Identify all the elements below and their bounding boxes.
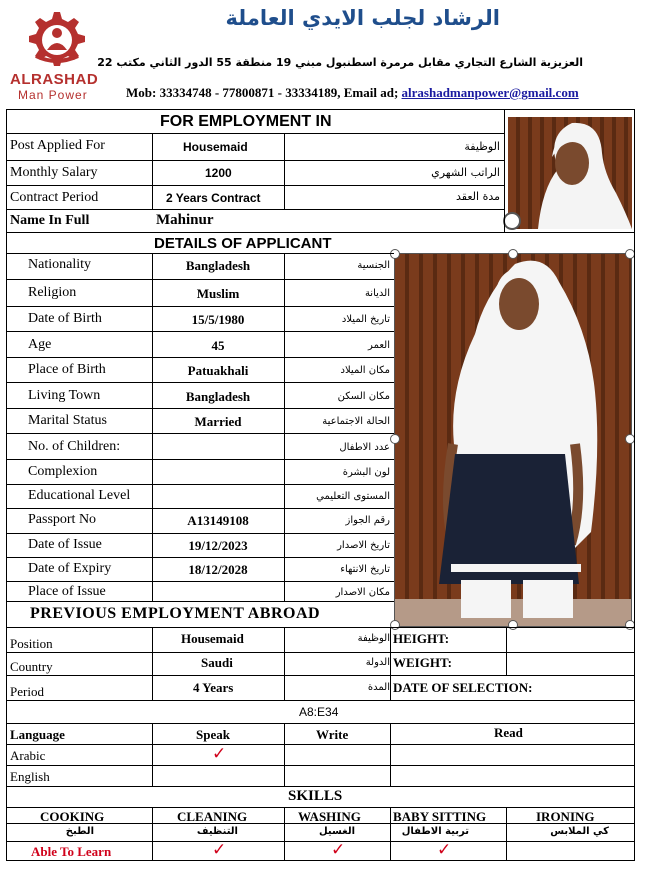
applicant-row-label-ar: مكان الميلاد <box>340 365 390 376</box>
applicant-row-label: Passport No <box>28 512 97 527</box>
skill-ironing-label: IRONING <box>536 809 595 824</box>
applicant-row-label-ar: الجنسية <box>357 260 390 271</box>
applicant-row-label: Place of Issue <box>28 584 106 599</box>
contact-email-link[interactable]: alrashadmanpower@gmail.com <box>401 85 579 100</box>
contract-period-label-ar: مدة العقد <box>456 190 500 203</box>
resize-handle-bm[interactable] <box>508 620 518 630</box>
monthly-salary-label: Monthly Salary <box>10 165 98 180</box>
applicant-row-label: Religion <box>28 285 77 300</box>
applicant-row-value[interactable]: Bangladesh <box>185 258 251 273</box>
skill-cleaning-check-icon[interactable]: ✓ <box>212 840 227 860</box>
height-label: HEIGHT: <box>393 631 450 646</box>
skill-baby-sitting-label: BABY SITTING <box>393 809 487 824</box>
applicant-row-value[interactable]: Married <box>194 414 242 429</box>
skill-washing-label: WASHING <box>298 809 361 824</box>
rotate-handle-icon[interactable] <box>503 212 521 230</box>
applicant-heading: DETAILS OF APPLICANT <box>154 235 332 252</box>
applicant-row-value[interactable]: 19/12/2023 <box>188 538 248 553</box>
applicant-row-value[interactable]: 18/12/2028 <box>188 562 248 577</box>
applicant-row-label-ar: مكان الاصدار <box>335 587 390 598</box>
applicant-row-label: Nationality <box>28 257 91 272</box>
full-body-person-icon <box>395 254 631 626</box>
applicant-row-label: Date of Issue <box>28 537 102 552</box>
company-address-arabic: العزيزية الشارع التجاري مقابل مرمرة اسطنبول مبني 19 منطقة 55 الدور الثاني مكتب 22 <box>97 56 583 69</box>
applicant-row-label: Complexion <box>28 464 98 479</box>
resize-handle-tm[interactable] <box>508 249 518 259</box>
logo-tagline: Man Power <box>18 88 88 102</box>
skill-cleaning-label-ar: التنظيف <box>196 826 238 837</box>
applicant-row-label-ar: تاريخ الاصدار <box>337 540 390 551</box>
applicant-row-label: Educational Level <box>28 488 131 503</box>
prev-country-label-ar: الدولة <box>365 657 390 668</box>
applicant-row-label-ar: تاريخ الانتهاء <box>340 564 390 575</box>
contract-period-label: Contract Period <box>10 190 99 205</box>
cell-reference: A8:E34 <box>299 705 339 719</box>
applicant-row-label: Date of Birth <box>28 311 102 326</box>
skill-baby-sitting-check-icon[interactable]: ✓ <box>437 840 452 860</box>
applicant-row-label-ar: الديانة <box>364 288 390 299</box>
applicant-row-label: No. of Children: <box>28 439 121 454</box>
resize-handle-tl[interactable] <box>390 249 400 259</box>
skill-washing-check-icon[interactable]: ✓ <box>331 840 346 860</box>
post-applied-value[interactable]: Housemaid <box>183 140 248 154</box>
skill-cooking-status[interactable]: Able To Learn <box>31 844 112 859</box>
company-logo <box>6 8 102 100</box>
language-header: Language <box>10 727 65 742</box>
applicant-row-label-ar: المستوى التعليمي <box>316 491 390 502</box>
skill-cleaning-label: CLEANING <box>177 809 248 824</box>
name-value[interactable]: Mahinur <box>156 212 214 228</box>
contract-period-value[interactable]: 2 Years Contract <box>166 191 261 205</box>
applicant-row-value[interactable]: 45 <box>211 338 225 353</box>
logo-name: ALRASHAD <box>10 71 99 88</box>
applicant-row-value[interactable]: 15/5/1980 <box>191 312 245 327</box>
applicant-row-label: Age <box>28 337 52 352</box>
prev-position-value[interactable]: Housemaid <box>181 631 244 646</box>
read-header: Read <box>494 725 523 740</box>
post-applied-label-ar: الوظيفة <box>464 140 500 153</box>
write-header: Write <box>316 727 349 742</box>
applicant-full-photo[interactable] <box>394 253 632 627</box>
applicant-portrait-photo <box>508 117 632 229</box>
prev-position-label-ar: الوظيفة <box>357 633 390 644</box>
applicant-row-label: Date of Expiry <box>28 561 112 576</box>
applicant-row-label-ar: رقم الجواز <box>345 515 390 526</box>
speak-header: Speak <box>196 727 230 742</box>
arabic-speak-check-icon[interactable]: ✓ <box>212 744 227 764</box>
company-title-arabic: الرشاد لجلب الايدي العاملة <box>225 6 500 30</box>
applicant-row-label-ar: تاريخ الميلاد <box>341 314 390 325</box>
skills-heading: SKILLS <box>288 788 343 804</box>
applicant-row-label: Living Town <box>28 388 101 403</box>
previous-heading: PREVIOUS EMPLOYMENT ABROAD <box>30 605 321 622</box>
applicant-row-label-ar: عدد الاطفال <box>339 442 390 453</box>
applicant-row-label-ar: لون البشرة <box>342 467 390 478</box>
post-applied-label: Post Applied For <box>10 138 105 153</box>
applicant-row-value[interactable]: Bangladesh <box>185 389 251 404</box>
employment-heading: FOR EMPLOYMENT IN <box>160 113 332 130</box>
applicant-row-value[interactable]: Muslim <box>196 286 240 301</box>
resize-handle-ml[interactable] <box>390 434 400 444</box>
weight-label: WEIGHT: <box>393 655 452 670</box>
applicant-row-value[interactable]: Patuakhali <box>187 363 249 378</box>
resize-handle-bl[interactable] <box>390 620 400 630</box>
monthly-salary-label-ar: الراتب الشهري <box>431 166 500 179</box>
logo-gear-icon <box>6 8 102 70</box>
monthly-salary-value[interactable]: 1200 <box>205 166 232 180</box>
prev-period-label: Period <box>10 684 44 699</box>
prev-country-value[interactable]: Saudi <box>201 655 233 670</box>
language-arabic-label: Arabic <box>10 748 46 763</box>
prev-period-label-ar: المدة <box>367 682 390 693</box>
prev-country-label: Country <box>10 659 53 674</box>
applicant-row-label-ar: مكان السكن <box>337 391 390 402</box>
company-contact <box>126 86 579 99</box>
skill-cooking-label-ar: الطبخ <box>65 826 94 837</box>
skill-washing-label-ar: الغسيل <box>318 826 355 837</box>
applicant-row-label: Place of Birth <box>28 362 106 377</box>
language-english-label: English <box>10 769 50 784</box>
skill-baby-sitting-label-ar: تربية الاطفال <box>401 826 469 837</box>
contact-phones: Mob: 33334748 - 77800871 - 33334189, Email ad; <box>126 85 402 100</box>
prev-period-value[interactable]: 4 Years <box>193 680 234 695</box>
applicant-row-label-ar: العمر <box>368 340 390 351</box>
prev-position-label: Position <box>10 636 53 651</box>
skill-cooking-label: COOKING <box>40 809 105 824</box>
applicant-row-value[interactable]: A13149108 <box>187 513 249 528</box>
name-label: Name In Full <box>10 213 90 228</box>
applicant-row-label: Marital Status <box>28 413 107 428</box>
portrait-person-icon <box>508 117 632 229</box>
skill-ironing-label-ar: كي الملابس <box>550 826 609 837</box>
selection-date-label: DATE OF SELECTION: <box>393 680 533 695</box>
applicant-row-label-ar: الحالة الاجتماعية <box>322 416 390 427</box>
